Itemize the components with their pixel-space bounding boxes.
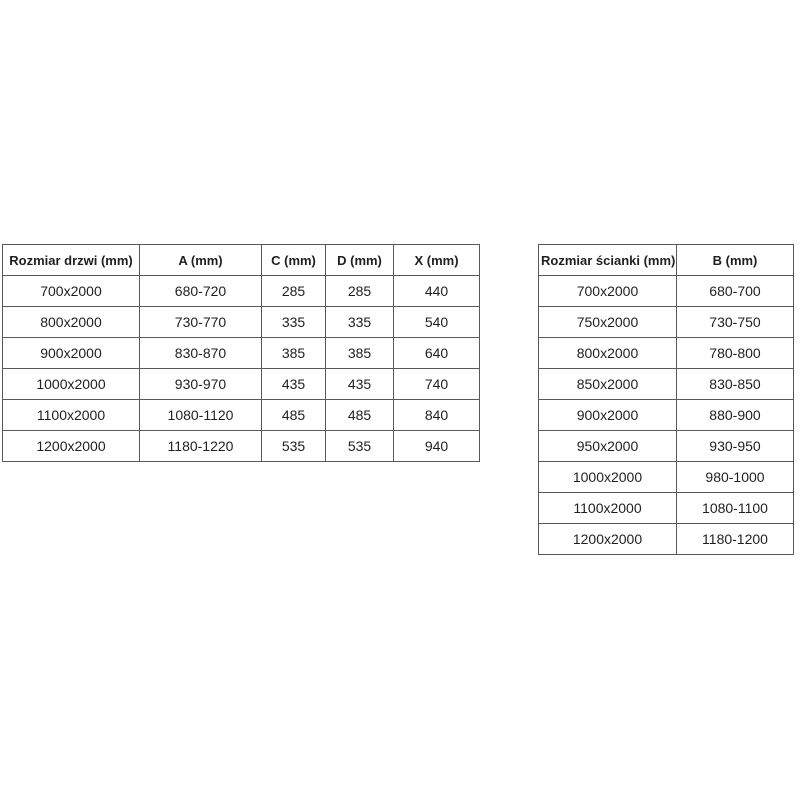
cell-a: 830-870: [140, 338, 262, 369]
cell-wall-size: 1200x2000: [539, 524, 677, 555]
table-row: [539, 524, 794, 555]
cell-c: 385: [262, 338, 326, 369]
cell-door-size: 700x2000: [3, 276, 140, 307]
cell-a: 680-720: [140, 276, 262, 307]
cell-b: 930-950: [677, 431, 794, 462]
cell-c: 535: [262, 431, 326, 462]
cell-b: 880-900: [677, 400, 794, 431]
cell-a: 730-770: [140, 307, 262, 338]
cell-b: 680-700: [677, 276, 794, 307]
cell-a: 930-970: [140, 369, 262, 400]
cell-c: 285: [262, 276, 326, 307]
column-header-x: X (mm): [394, 245, 480, 276]
cell-wall-size: 1100x2000: [539, 493, 677, 524]
cell-d: 335: [326, 307, 394, 338]
table-row: [539, 462, 794, 493]
cell-a: 1180-1220: [140, 431, 262, 462]
cell-wall-size: 800x2000: [539, 338, 677, 369]
table-row: [539, 431, 794, 462]
table-row: [3, 276, 480, 307]
table-row: [539, 276, 794, 307]
table-header-row: [539, 245, 794, 276]
table-row: [3, 431, 480, 462]
cell-x: 940: [394, 431, 480, 462]
cell-door-size: 1000x2000: [3, 369, 140, 400]
table-row: [539, 338, 794, 369]
walls-size-table: [538, 244, 794, 555]
table-row: [3, 369, 480, 400]
table-row: [539, 307, 794, 338]
cell-x: 540: [394, 307, 480, 338]
cell-b: 830-850: [677, 369, 794, 400]
cell-x: 840: [394, 400, 480, 431]
cell-wall-size: 1000x2000: [539, 462, 677, 493]
cell-c: 485: [262, 400, 326, 431]
column-header-wall-size: Rozmiar ścianki (mm): [539, 245, 677, 276]
cell-wall-size: 850x2000: [539, 369, 677, 400]
cell-b: 1080-1100: [677, 493, 794, 524]
cell-door-size: 1200x2000: [3, 431, 140, 462]
table-header-row: [3, 245, 480, 276]
table-row: [539, 493, 794, 524]
cell-d: 535: [326, 431, 394, 462]
table-row: [3, 400, 480, 431]
cell-b: 1180-1200: [677, 524, 794, 555]
cell-a: 1080-1120: [140, 400, 262, 431]
cell-c: 335: [262, 307, 326, 338]
cell-b: 780-800: [677, 338, 794, 369]
table-row: [539, 369, 794, 400]
cell-wall-size: 750x2000: [539, 307, 677, 338]
cell-door-size: 1100x2000: [3, 400, 140, 431]
cell-d: 385: [326, 338, 394, 369]
column-header-d: D (mm): [326, 245, 394, 276]
cell-b: 980-1000: [677, 462, 794, 493]
column-header-b: B (mm): [677, 245, 794, 276]
table-row: [3, 307, 480, 338]
table-row: [3, 338, 480, 369]
cell-x: 640: [394, 338, 480, 369]
cell-d: 285: [326, 276, 394, 307]
cell-door-size: 900x2000: [3, 338, 140, 369]
doors-size-table: [2, 244, 480, 462]
cell-wall-size: 900x2000: [539, 400, 677, 431]
cell-wall-size: 700x2000: [539, 276, 677, 307]
cell-wall-size: 950x2000: [539, 431, 677, 462]
table-row: [539, 400, 794, 431]
cell-b: 730-750: [677, 307, 794, 338]
column-header-c: C (mm): [262, 245, 326, 276]
cell-x: 440: [394, 276, 480, 307]
column-header-door-size: Rozmiar drzwi (mm): [3, 245, 140, 276]
cell-door-size: 800x2000: [3, 307, 140, 338]
column-header-a: A (mm): [140, 245, 262, 276]
cell-d: 485: [326, 400, 394, 431]
cell-c: 435: [262, 369, 326, 400]
cell-x: 740: [394, 369, 480, 400]
cell-d: 435: [326, 369, 394, 400]
